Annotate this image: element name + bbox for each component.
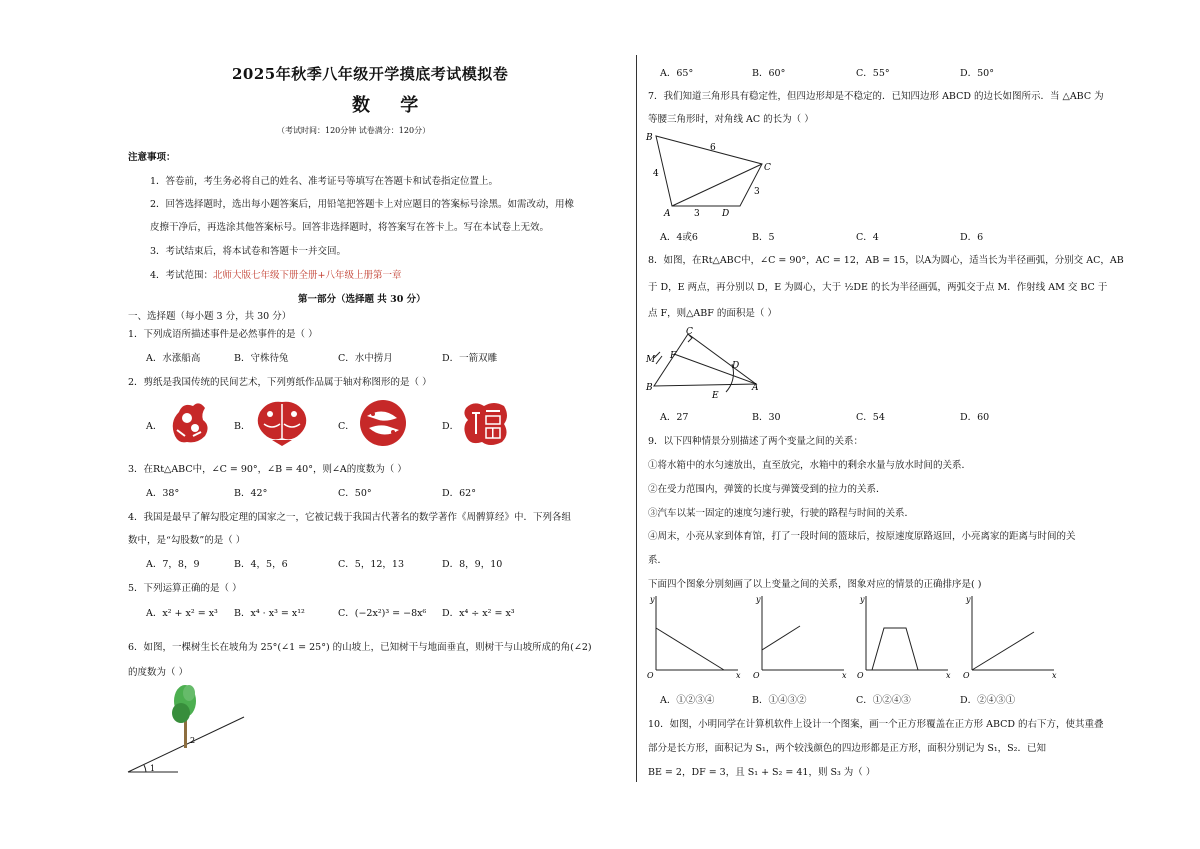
exam-subject: 数 学: [352, 95, 431, 116]
scenario-item: 系．: [648, 555, 668, 566]
option: A．x² + x² = x³: [146, 608, 218, 619]
option: B．: [234, 421, 251, 432]
option: B．4，5，6: [234, 559, 288, 570]
option: D．60: [960, 412, 990, 423]
question-stem: 1．下列成语所描述事件是必然事件的是（ ）: [128, 329, 318, 340]
svg-text:6: 6: [710, 143, 716, 153]
graph-b: [752, 592, 850, 680]
svg-text:y: y: [966, 595, 971, 604]
svg-text:x: x: [1052, 671, 1057, 680]
svg-text:E: E: [712, 391, 719, 400]
option: C．50°: [338, 488, 372, 499]
notes-scope: [150, 267, 402, 281]
notes-item: 3．考试结束后，将本试卷和答题卡一并交回。: [150, 246, 347, 257]
option: C．: [338, 421, 355, 432]
svg-text:x: x: [842, 671, 847, 680]
question-prompt: 下面四个图象分别刻画了以上变量之间的关系，图象对应的情景的正确排序是( ): [648, 579, 982, 590]
option: D．②④③①: [960, 695, 1016, 706]
svg-text:3: 3: [754, 187, 760, 197]
option: D．6: [960, 232, 984, 243]
papercut-fish-image: [252, 396, 312, 448]
svg-text:B: B: [646, 383, 653, 393]
svg-text:M: M: [646, 355, 656, 365]
svg-text:x: x: [736, 671, 741, 680]
option: A．: [146, 421, 163, 432]
option: B．①④③②: [752, 695, 807, 706]
graph-d: [962, 592, 1060, 680]
column-divider: [636, 55, 637, 782]
option: A．①②③④: [660, 695, 715, 706]
papercut-double-fish-image: [357, 398, 409, 448]
exam-time-info: （考试时间：120分钟 试卷满分：120分）: [277, 126, 431, 135]
option: B．x⁴ · x³ = x¹²: [234, 608, 305, 619]
section-heading: 一、选择题（每小题 3 分，共 30 分）: [128, 311, 292, 322]
option: A．4或6: [660, 232, 698, 243]
option: C．54: [856, 412, 885, 423]
question-stem: 9．以下四种情景分别描述了两个变量之间的关系：: [648, 436, 864, 447]
option: A．水涨船高: [146, 353, 201, 364]
graph-a: [646, 592, 744, 680]
question-stem: 7．我们知道三角形具有稳定性，但四边形却是不稳定的．已知四边形 ABCD 的边长如图所示．当 △ABC 为: [648, 91, 1104, 102]
question-stem: 数中，是“勾股数”的是（ ）: [128, 535, 246, 546]
question-stem: 等腰三角形时，对角线 AC 的长为（ ）: [648, 114, 814, 125]
option: D．一箭双雕: [442, 353, 498, 364]
scenario-item: ④周末，小亮从家到体育馆，打了一段时间的篮球后，按原速度原路返回，小亮离家的距离与时间的关: [648, 531, 1076, 542]
option: A．27: [660, 412, 689, 423]
notes-item: 1．答卷前，考生务必将自己的姓名、准考证号等填写在答题卡和试卷指定位置上。: [150, 176, 499, 187]
svg-text:x: x: [946, 671, 951, 680]
option: B．守株待兔: [234, 353, 289, 364]
question-stem: 8．如图，在Rt△ABC中，∠C = 90°，AC = 12，AB = 15，以A为圆心，适当长为半径画弧，分别交 AC，AB: [648, 255, 1124, 266]
papercut-fu-character-image: [460, 398, 512, 448]
option: A．38°: [146, 488, 180, 499]
question-stem: 10．如图，小明同学在计算机软件上设计一个图案，画一个正方形覆盖在正方形 ABCD 的右下方，使其重叠: [648, 719, 1104, 730]
notes-item: 皮擦干净后，再选涂其他答案标号。回答非选择题时，将答案写在答卡上。写在本试卷上无效。: [150, 222, 550, 233]
scenario-item: ②在受力范围内，弹簧的长度与弹簧受到的拉力的关系．: [648, 484, 886, 495]
option: B．30: [752, 412, 781, 423]
question-stem: 部分是长方形，面积记为 S₁，两个较浅颜色的四边形都是正方形，面积分别记为 S₁，S₂．已知: [648, 743, 1046, 754]
svg-text:D: D: [722, 209, 730, 219]
notes-scope-label: 4．考试范围：: [150, 270, 214, 281]
svg-text:O: O: [857, 671, 864, 680]
graph-c: [856, 592, 954, 680]
exam-title: 2025年秋季八年级开学摸底考试模拟卷: [232, 65, 509, 83]
option: A．65°: [660, 68, 694, 79]
option: C．①②④③: [856, 695, 911, 706]
option: B．42°: [234, 488, 268, 499]
option: C．(−2x²)³ = −8x⁶: [338, 608, 427, 619]
option: C．55°: [856, 68, 890, 79]
svg-text:3: 3: [694, 209, 700, 219]
svg-text:O: O: [753, 671, 760, 680]
question-stem: 5．下列运算正确的是（ ）: [128, 583, 242, 594]
fig-label: 1: [150, 764, 156, 773]
notes-item: 2．回答选择题时，选出每小题答案后，用铅笔把答题卡上对应题目的答案标号涂黑。如需改动，用橡: [150, 199, 575, 210]
option: C．水中捞月: [338, 353, 393, 364]
triangle-abc-figure: [644, 326, 764, 400]
notes-heading: 注意事项：: [128, 152, 176, 163]
svg-text:4: 4: [653, 169, 659, 179]
option: B．60°: [752, 68, 786, 79]
svg-text:D: D: [732, 361, 740, 371]
question-stem: 3．在Rt△ABC中，∠C = 90°，∠B = 40°，则∠A的度数为（ ）: [128, 464, 407, 475]
scenario-item: ③汽车以某一固定的速度匀速行驶，行驶的路程与时间的关系．: [648, 508, 915, 519]
svg-text:y: y: [860, 595, 865, 604]
notes-scope-value: 北师大版七年级下册全册+八年级上册第一章: [213, 270, 402, 281]
svg-text:A: A: [664, 209, 671, 219]
option: B．5: [752, 232, 775, 243]
option: D．62°: [442, 488, 476, 499]
question-stem: 点 F，则△ABF 的面积是（ ）: [648, 308, 777, 319]
svg-text:O: O: [647, 671, 654, 680]
scenario-item: ①将水箱中的水匀速放出，直至放完，水箱中的剩余水量与放水时间的关系．: [648, 460, 972, 471]
question-stem: BE = 2，DF = 3，且 S₁ + S₂ = 41，则 S₃ 为（ ）: [648, 767, 876, 778]
quadrilateral-abcd-figure: [642, 128, 776, 220]
svg-text:C: C: [764, 163, 771, 173]
option: D．8，9，10: [442, 559, 503, 570]
svg-text:B: B: [646, 133, 653, 143]
svg-text:F: F: [670, 351, 677, 361]
svg-text:A: A: [752, 383, 759, 393]
option: D．50°: [960, 68, 994, 79]
option: A．7，8，9: [146, 559, 200, 570]
option: D．: [442, 421, 460, 432]
question-stem: 的度数为（ ）: [128, 667, 189, 678]
svg-text:y: y: [650, 595, 655, 604]
question-stem: 4．我国是最早了解勾股定理的国家之一，它被记载于我国古代著名的数学著作《周髀算经》中．下列各组: [128, 512, 572, 523]
question-stem: 于 D，E 两点，再分别以 D，E 为圆心，大于 ½DE 的长为半径画弧，两弧交于点 M．作射线 AM 交 BC 于: [648, 282, 1108, 293]
question-stem: 6．如图，一棵树生长在坡角为 25°(∠1 = 25°) 的山坡上，已知树干与地面垂直，则树干与山坡所成的角(∠2): [128, 642, 592, 653]
option: D．x⁴ ÷ x² = x³: [442, 608, 515, 619]
papercut-rooster-image: [165, 396, 215, 448]
option: C．4: [856, 232, 879, 243]
fig-label: 2: [190, 736, 196, 745]
option: C．5，12，13: [338, 559, 404, 570]
slope-tree-figure: [126, 683, 250, 775]
svg-text:y: y: [756, 595, 761, 604]
svg-text:O: O: [963, 671, 970, 680]
question-stem: 2．剪纸是我国传统的民间艺术，下列剪纸作品属于轴对称图形的是（ ）: [128, 377, 432, 388]
part1-heading: 第一部分（选择题 共 30 分）: [298, 294, 426, 305]
svg-text:C: C: [686, 327, 693, 337]
